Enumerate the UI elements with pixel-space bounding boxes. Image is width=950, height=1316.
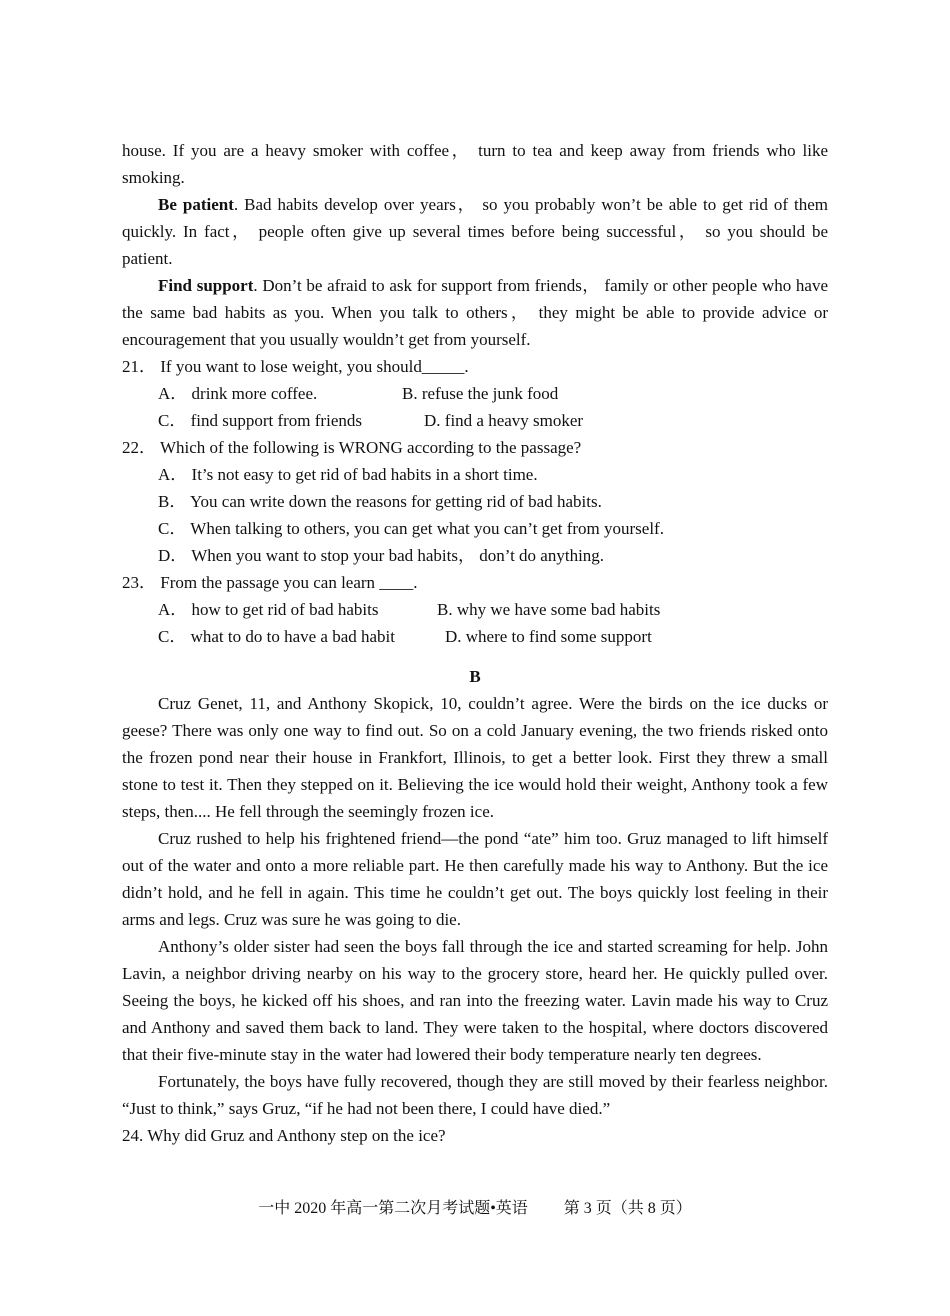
q21-option-a[interactable]: A． drink more coffee. [158,384,318,403]
question-23-options-row-2 [122,623,828,650]
question-21-options-row-2 [122,407,828,434]
section-b-title: B [469,667,481,686]
passage-b-paragraph-3: Anthony’s older sister had seen the boys fall through the ice and started screaming for help. John Lavin, a neighbor driving nearby on his way to the grocery store, heard her. He quickly pulled over. Seeing the boys, he kicked off his shoes, and ran into the freezing water. Lavin made his way to Cruz and Anthony and saved them back to land. They were taken to the hospital, where doctors discovered that their five-minute stay in the water had lowered their body temperature nearly ten degrees. [122,937,828,1064]
q22-option-b[interactable]: B． You can write down the reasons for getting rid of bad habits. [158,492,602,511]
passage-a-paragraph-be-patient [122,191,828,272]
heading-find-support: Find support [158,276,254,295]
passage-b-paragraph-4: Fortunately, the boys have fully recovered, though they are still moved by their fearless neighbor. “Just to think,” says Gruz, “if he had not been there, I could have died.” [122,1072,828,1118]
q23-option-a[interactable]: A． how to get rid of bad habits [158,600,379,619]
q21-option-d[interactable]: D. find a heavy smoker [424,411,584,430]
q21-option-b[interactable]: B. refuse the junk food [402,384,559,403]
be-patient-text: . Bad habits develop over years， so you probably won’t be able to get rid of them quickly. In fact， people often give up several times before being successful， so you should be patient. [122,195,828,268]
question-21: 21． If you want to lose weight, you should_____. [122,357,469,376]
question-23-options-row-1 [122,596,828,623]
passage-b-paragraph-2: Cruz rushed to help his frightened friend—the pond “ate” him too. Gruz managed to lift himself out of the water and onto a more reliable part. He then carefully made his way to Anthony. But the ice didn’t hold, and he fell in again. This time he couldn’t get out. The boys quickly lost feeling in their arms and legs. Cruz was sure he was going to die. [122,829,828,929]
question-24: 24. Why did Gruz and Anthony step on the ice? [122,1126,446,1145]
q23-option-c[interactable]: C． what to do to have a bad habit [158,627,396,646]
question-23: 23． From the passage you can learn ____. [122,573,418,592]
heading-be-patient: Be patient [158,195,234,214]
q21-option-c[interactable]: C． find support from friends [158,411,362,430]
footer-exam-title: 一中 2020 年高一第二次月考试题•英语 [258,1200,528,1217]
q22-option-a[interactable]: A． It’s not easy to get rid of bad habits in a short time. [158,465,538,484]
passage-b-paragraph-1: Cruz Genet, 11, and Anthony Skopick, 10, couldn’t agree. Were the birds on the ice ducks or geese? There was only one way to find out. So on a cold January evening, the two friends risked onto the frozen pond near their house in Frankfort, Illinois, to get a better look. First they threw a small stone to test it. Then they stepped on it. Believing the ice would hold their weight, Anthony took a few steps, then.... He fell through the seemingly frozen ice. [122,694,828,821]
page-content [122,137,828,1149]
q22-option-c[interactable]: C． When talking to others, you can get what you can’t get from yourself. [158,519,664,538]
find-support-text: . Don’t be afraid to ask for support from friends， family or other people who have the same bad habits as you. When you talk to others， they might be able to provide advice or encouragement that you usually wouldn’t get from yourself. [122,276,829,349]
passage-a-paragraph-find-support [122,272,828,353]
page-footer [0,1198,950,1220]
question-21-options-row-1 [122,380,828,407]
q22-option-d[interactable]: D． When you want to stop your bad habits， don’t do anything. [158,546,605,565]
footer-page-number: 第 3 页（共 8 页） [563,1200,692,1217]
q23-option-d[interactable]: D. where to find some support [445,627,652,646]
passage-a-continuation: house. If you are a heavy smoker with coffee， turn to tea and keep away from friends who like smoking. [122,141,828,187]
question-22: 22． Which of the following is WRONG according to the passage? [122,438,582,457]
q23-option-b[interactable]: B. why we have some bad habits [437,600,661,619]
